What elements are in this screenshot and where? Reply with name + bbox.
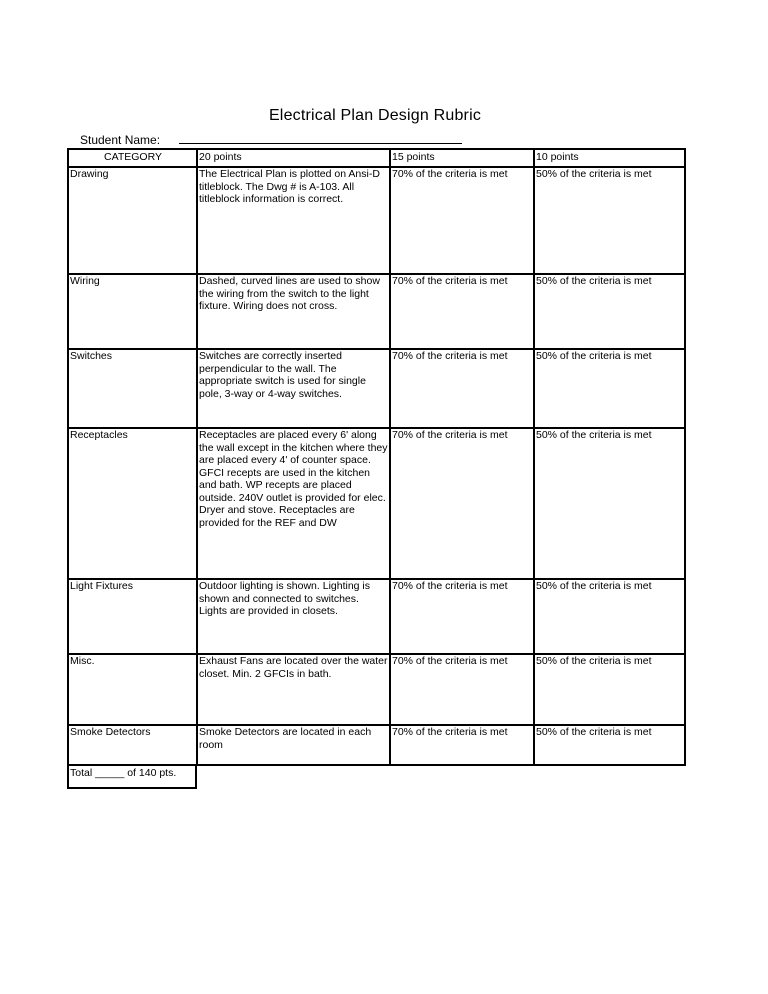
- student-name-label: Student Name:: [80, 133, 161, 147]
- criteria-15-cell: 70% of the criteria is met: [390, 428, 534, 579]
- rubric-table: [67, 148, 686, 766]
- header-row: [68, 149, 685, 167]
- header-20-points: 20 points: [197, 149, 390, 167]
- criteria-10-cell: 50% of the criteria is met: [534, 654, 685, 725]
- criteria-10-cell: 50% of the criteria is met: [534, 428, 685, 579]
- criteria-10-cell: 50% of the criteria is met: [534, 579, 685, 654]
- criteria-15-cell: 70% of the criteria is met: [390, 349, 534, 428]
- table-row: [68, 167, 685, 274]
- table-row: [68, 725, 685, 765]
- criteria-10-cell: 50% of the criteria is met: [534, 274, 685, 349]
- criteria-20-cell: Exhaust Fans are located over the water closet. Min. 2 GFCIs in bath.: [197, 654, 390, 725]
- category-cell: Drawing: [68, 167, 197, 274]
- total-points-cell: Total _____ of 140 pts.: [68, 765, 196, 788]
- table-row: [68, 428, 685, 579]
- criteria-20-cell: Switches are correctly inserted perpendicular to the wall. The appropriate switch is used for single pole, 3-way or 4-way switches.: [197, 349, 390, 428]
- header-category: CATEGORY: [68, 149, 197, 167]
- table-row: [68, 274, 685, 349]
- category-cell: Receptacles: [68, 428, 197, 579]
- table-row: [68, 579, 685, 654]
- criteria-15-cell: 70% of the criteria is met: [390, 274, 534, 349]
- student-name-field: [80, 133, 462, 147]
- criteria-15-cell: 70% of the criteria is met: [390, 579, 534, 654]
- table-row: [68, 654, 685, 725]
- category-cell: Smoke Detectors: [68, 725, 197, 765]
- criteria-20-cell: The Electrical Plan is plotted on Ansi-D titleblock. The Dwg # is A-103. All titleblock information is correct.: [197, 167, 390, 274]
- criteria-10-cell: 50% of the criteria is met: [534, 349, 685, 428]
- criteria-10-cell: 50% of the criteria is met: [534, 725, 685, 765]
- document-title: Electrical Plan Design Rubric: [268, 107, 482, 124]
- header-10-points: 10 points: [534, 149, 685, 167]
- criteria-10-cell: 50% of the criteria is met: [534, 167, 685, 274]
- criteria-20-cell: Dashed, curved lines are used to show the wiring from the switch to the light fixture. Wiring does not cross.: [197, 274, 390, 349]
- category-cell: Switches: [68, 349, 197, 428]
- category-cell: Wiring: [68, 274, 197, 349]
- table-row: [68, 349, 685, 428]
- criteria-20-cell: Receptacles are placed every 6' along the wall except in the kitchen where they are placed every 4' of counter space. GFCI recepts are used in the kitchen and bath. WP recepts are placed outside. 240V outlet is provided for elec. Dryer and stove. Receptacles are provided for the REF and DW: [197, 428, 390, 579]
- student-name-line: [179, 135, 462, 144]
- criteria-20-cell: Smoke Detectors are located in each room: [197, 725, 390, 765]
- criteria-15-cell: 70% of the criteria is met: [390, 654, 534, 725]
- category-cell: Misc.: [68, 654, 197, 725]
- criteria-15-cell: 70% of the criteria is met: [390, 725, 534, 765]
- category-cell: Light Fixtures: [68, 579, 197, 654]
- criteria-15-cell: 70% of the criteria is met: [390, 167, 534, 274]
- criteria-20-cell: Outdoor lighting is shown. Lighting is shown and connected to switches. Lights are provided in closets.: [197, 579, 390, 654]
- header-15-points: 15 points: [390, 149, 534, 167]
- total-table: [67, 764, 197, 789]
